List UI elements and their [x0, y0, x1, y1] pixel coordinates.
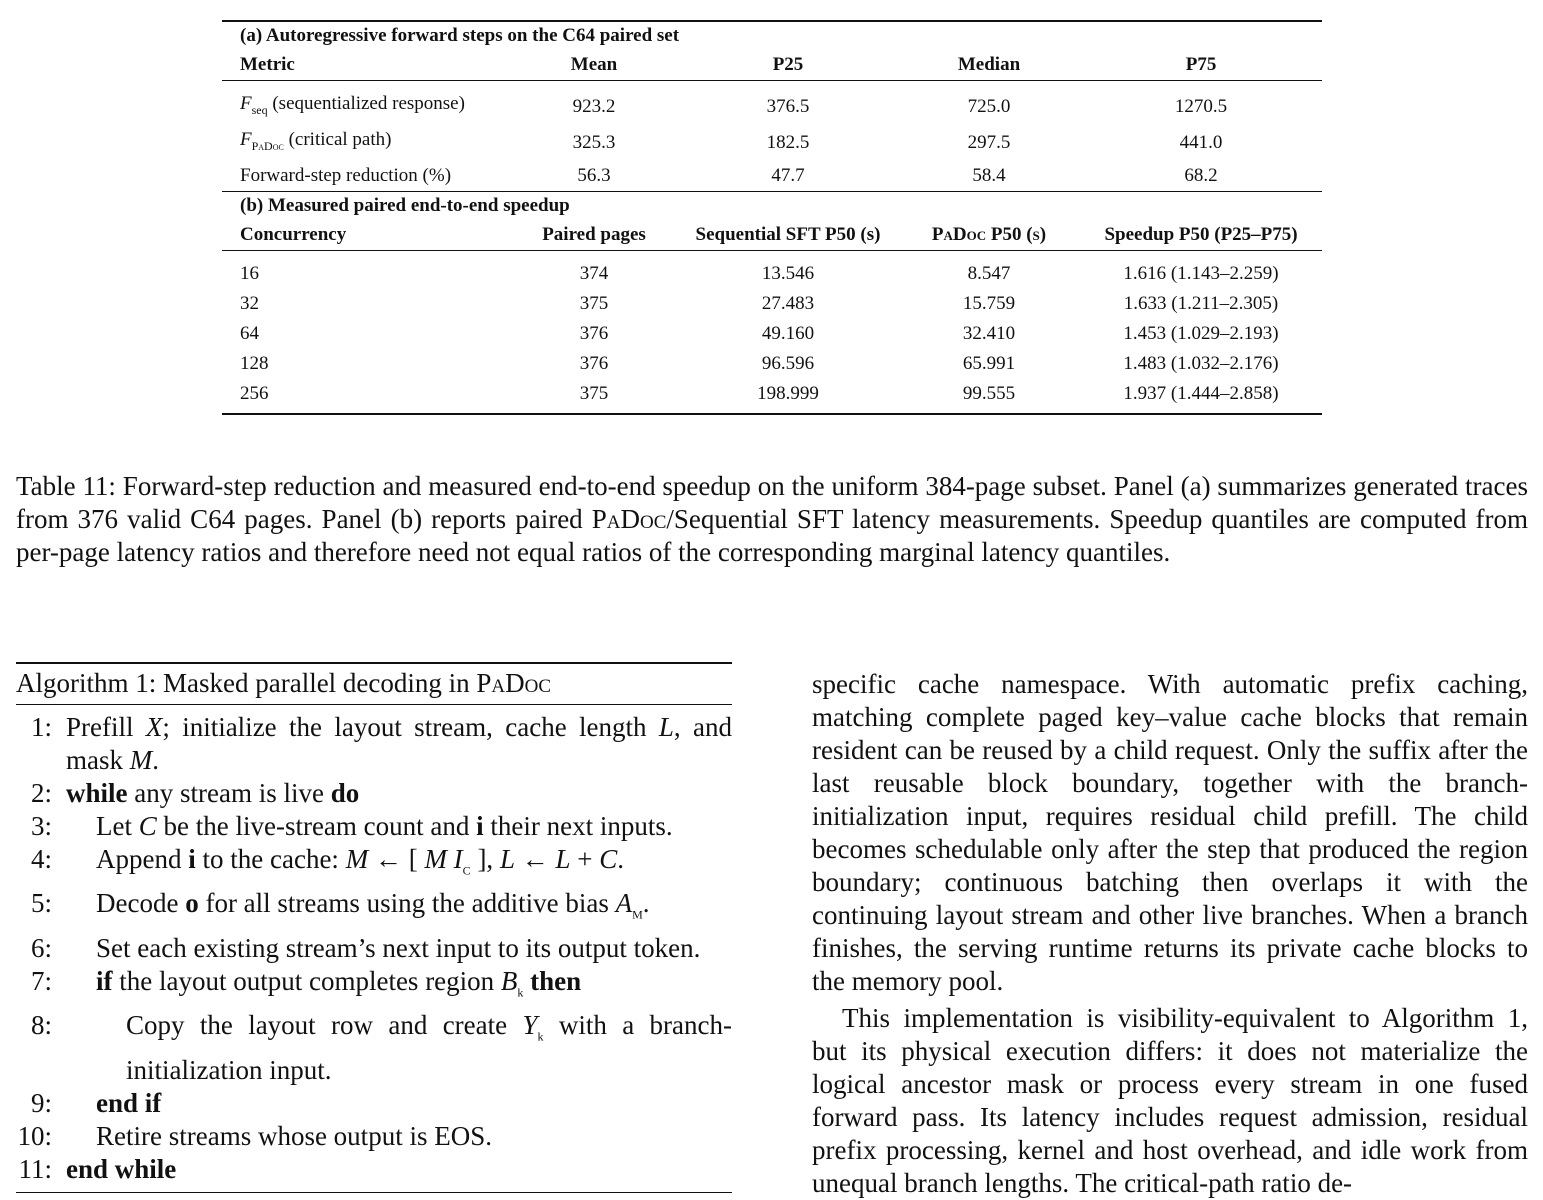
- value-cell: 96.596: [761, 352, 815, 374]
- column-header: PaDoc P50 (s): [931, 223, 1047, 245]
- panel-b-header-row: [222, 220, 1322, 250]
- value-cell: 198.999: [757, 382, 819, 404]
- value-cell: 58.4: [972, 164, 1006, 186]
- results-table: [222, 20, 1322, 415]
- value-cell: 56.3: [577, 164, 611, 186]
- column-header: P25: [772, 54, 804, 75]
- value-cell: 49.160: [761, 322, 815, 344]
- algorithm-line: [16, 932, 732, 965]
- algorithm-line: [16, 965, 732, 1009]
- line-text: end while: [66, 1153, 177, 1184]
- line-text: Append i to the cache: M ← [ M $I_C$ ], L ← L + C.: [96, 844, 624, 878]
- table-caption: Table 11: Forward-step reduction and measured end-to-end speedup on the uniform 384-page subset. Panel (a) summarizes generated traces from 376 valid C64 pages. Panel (b) reports paired PaDoc/Sequential SFT latency measurements. Speedup quantiles are computed from per-page latency ratios and therefore need not equal ratios of the corresponding marginal latency quantiles.: [16, 471, 1528, 567]
- value-cell: 32.410: [962, 322, 1016, 344]
- value-cell: 13.546: [761, 262, 815, 284]
- value-cell: 8.547: [967, 262, 1011, 284]
- table-row: [222, 125, 1322, 161]
- metric-cell: $F_{seq}$ (sequentialized response): [240, 93, 465, 117]
- concurrency-cell: 256: [240, 382, 269, 404]
- line-text: Prefill X; initialize the layout stream, cache length L, and mask M.: [66, 712, 732, 775]
- line-text: Decode o for all streams using the additive bias $A_M$.: [96, 888, 650, 922]
- line-number: 8:: [30, 1010, 52, 1041]
- line-number: 10:: [17, 1120, 52, 1151]
- algorithm-block: [16, 662, 732, 1193]
- value-cell: 99.555: [962, 382, 1016, 404]
- line-text: Set each existing stream’s next input to its output token.: [96, 932, 701, 963]
- algorithm-line: [16, 810, 732, 843]
- value-cell: 68.2: [1184, 164, 1218, 186]
- column-header: Paired pages: [542, 223, 646, 245]
- panel-b-body: [222, 251, 1322, 409]
- line-number: 3:: [30, 811, 52, 841]
- column-header: Median: [957, 54, 1021, 75]
- line-text: while any stream is live do: [66, 778, 360, 808]
- concurrency-cell: 16: [240, 262, 259, 284]
- algorithm-line: [16, 1120, 732, 1153]
- line-number: 7:: [30, 965, 52, 996]
- table-row: [222, 349, 1322, 379]
- value-cell: 1270.5: [1174, 95, 1228, 117]
- paragraph: This implementation is visibility-equivalent to Algorithm 1, but its physical execution differs: it does not materialize the logical ancestor mask or process every stream in one fused forward pass. Its latency includes request admission, residual prefix processing, kernel and host overhead, and idle work from unequal branch lengths. The critical-path ratio de-: [812, 1003, 1528, 1198]
- metric-cell: Forward-step reduction (%): [240, 164, 452, 186]
- table-row: [222, 289, 1322, 319]
- value-cell: 441.0: [1179, 131, 1223, 153]
- value-cell: 297.5: [967, 131, 1011, 153]
- panel-a-header-row: [222, 50, 1322, 80]
- table-row: [222, 319, 1322, 349]
- value-cell: 374: [579, 262, 609, 284]
- value-cell: 375: [579, 382, 609, 404]
- column-header: Metric: [240, 54, 295, 75]
- value-cell: 65.991: [962, 352, 1016, 374]
- value-cell: 1.453 (1.029–2.193): [1123, 322, 1279, 344]
- algorithm-title: Algorithm 1: Masked parallel decoding in PaDoc: [16, 662, 732, 705]
- line-number: 4:: [30, 844, 52, 874]
- value-cell: 325.3: [572, 131, 616, 153]
- line-text: Copy the layout row and create $Y_k$ with a branch-initialization input.: [126, 1010, 732, 1085]
- value-cell: 375: [579, 292, 609, 314]
- column-header: P75: [1185, 54, 1217, 75]
- panel-a-body: [222, 81, 1322, 191]
- value-cell: 376.5: [766, 95, 810, 117]
- panel-b-title: (b) Measured paired end-to-end speedup: [240, 194, 570, 216]
- line-number: 1:: [30, 712, 52, 742]
- value-cell: 376: [579, 322, 609, 344]
- column-header: Concurrency: [240, 223, 347, 245]
- algorithm-body: [16, 705, 732, 1193]
- value-cell: 1.616 (1.143–2.259): [1123, 262, 1279, 284]
- table-row: [222, 379, 1322, 409]
- algorithm-line: [16, 1087, 732, 1120]
- value-cell: 1.483 (1.032–2.176): [1123, 352, 1279, 374]
- table-row: [222, 259, 1322, 289]
- value-cell: 27.483: [761, 292, 815, 314]
- value-cell: 725.0: [967, 95, 1011, 117]
- algorithm-line: [16, 777, 732, 810]
- column-header: Mean: [570, 54, 618, 75]
- table-row: [222, 161, 1322, 191]
- line-number: 5:: [30, 888, 52, 919]
- value-cell: 1.633 (1.211–2.305): [1123, 292, 1279, 314]
- column-header: Speedup P50 (P25–P75): [1104, 223, 1298, 245]
- paragraph: specific cache namespace. With automatic prefix caching, matching complete paged key–value cache blocks that remain resident can be reused by a child request. Only the suffix after the last reusable block boundary, together with the branch-initialization input, requires residual child prefill. The child becomes schedulable only after the step that produced the region boundary; continuous batching then overlaps it with the continuing layout stream and other live branches. When a branch finishes, the serving runtime returns its private cache blocks to the memory pool.: [812, 669, 1528, 996]
- concurrency-cell: 32: [240, 292, 259, 314]
- value-cell: 47.7: [771, 164, 805, 186]
- algorithm-line: [16, 887, 732, 931]
- right-column-text: [812, 668, 1528, 1200]
- metric-cell: $F_{PaDoc}$ (critical path): [240, 128, 392, 153]
- value-cell: 1.937 (1.444–2.858): [1123, 382, 1279, 404]
- line-number: 6:: [30, 932, 52, 963]
- concurrency-cell: 128: [240, 352, 269, 374]
- line-number: 2:: [30, 778, 52, 808]
- line-number: 9:: [30, 1087, 52, 1118]
- line-number: 11:: [18, 1153, 52, 1184]
- line-text: end if: [96, 1087, 162, 1118]
- algorithm-line: [16, 711, 732, 777]
- line-text: Let C be the live-stream count and i their next inputs.: [96, 811, 673, 841]
- value-cell: 923.2: [572, 95, 616, 117]
- value-cell: 15.759: [962, 292, 1016, 314]
- column-header: Sequential SFT P50 (s): [695, 223, 881, 245]
- panel-a-table: [222, 22, 1322, 80]
- value-cell: 182.5: [766, 131, 810, 153]
- algorithm-line: [16, 1009, 732, 1086]
- value-cell: 376: [579, 352, 609, 374]
- table-row: [222, 89, 1322, 125]
- algorithm-line: [16, 1153, 732, 1186]
- line-text: Retire streams whose output is EOS.: [96, 1120, 492, 1151]
- algorithm-line: [16, 843, 732, 887]
- panel-b-table: [222, 192, 1322, 250]
- concurrency-cell: 64: [240, 322, 259, 344]
- line-text: if the layout output completes region $B_k$ then: [96, 965, 582, 1000]
- panel-a-title: (a) Autoregressive forward steps on the C64 paired set: [240, 25, 680, 46]
